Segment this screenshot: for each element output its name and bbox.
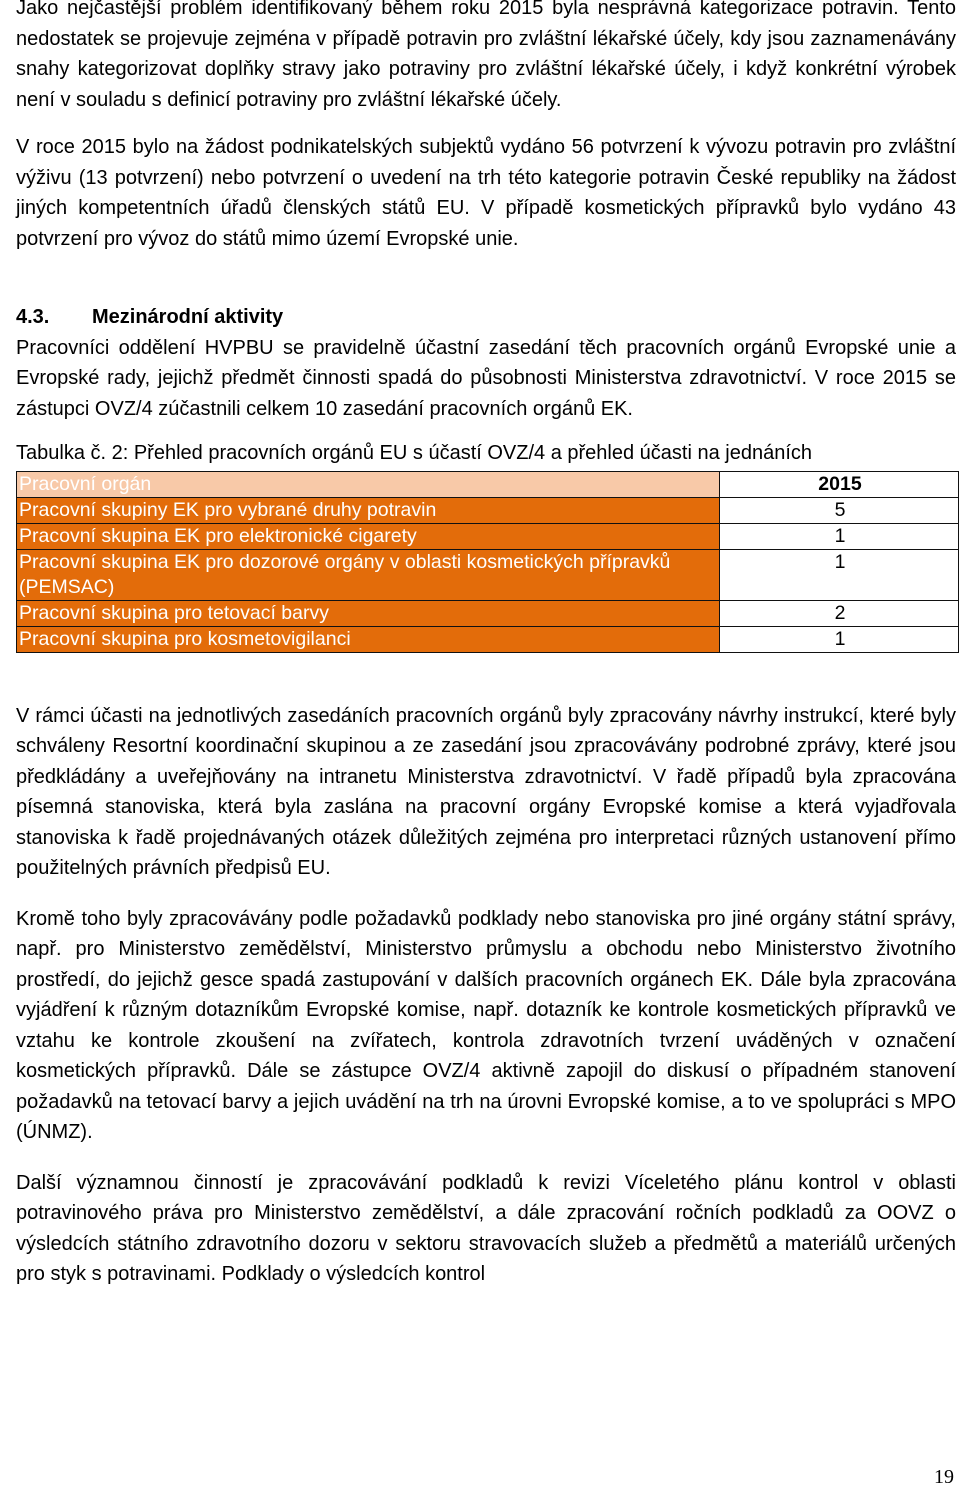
row-value: 1 bbox=[720, 523, 959, 549]
table-row bbox=[17, 549, 959, 600]
row-value: 2 bbox=[720, 600, 959, 626]
section-heading bbox=[16, 302, 956, 333]
table-row bbox=[17, 497, 959, 523]
paragraph-other-agencies: Kromě toho byly zpracovávány podle požadavků podklady nebo stanoviska pro jiné orgány státní správy, např. pro Ministerstvo zemědělství, Ministerstvo průmyslu a obchodu nebo Ministerstvo životního prostředí, do jejichž gesce spadá zastupování v dalších pracovních orgánech EK. Dále byla zpracována vyjádření k různým dotazníkům Evropské komise, např. dotazník ke kontrole kosmetických přípravků ve vztahu ke kontrole zkoušení na zvířatech, kontrola zdravotních tvrzení uváděných v označení kosmetických přípravků. Dále se zástupce OVZ/4 aktivně zapojil do diskusí o případném stanovení požadavků na tetovací barvy a jejich uvádění na trh na úrovni Evropské komise, a to ve spolupráci s MPO (ÚNMZ). bbox=[16, 907, 956, 1143]
row-value: 1 bbox=[720, 549, 959, 600]
table-row bbox=[17, 626, 959, 652]
paragraph-categorization: Jako nejčastější problém identifikovaný během roku 2015 byla nesprávná kategorizace potravin. Tento nedostatek se projevuje zejména v případě potravin pro zvláštní lékařské účely, kdy jsou zaznamenávány snahy kategorizovat doplňky stravy jako potraviny pro zvláštní lékařské účely, i když konkrétní výrobek není v souladu s definicí potraviny pro zvláštní lékařské účely. bbox=[16, 0, 956, 111]
header-label: Pracovní orgán bbox=[17, 471, 720, 497]
section-title: Mezinárodní aktivity bbox=[92, 306, 284, 328]
paragraph-control-plan: Další významnou činností je zpracovávání podkladů k revizi Víceletého plánu kontrol v oblasti potravinového práva pro Ministerstvo zemědělství, a dále zpracování ročních podkladů za OOVZ o výsledcích státního zdravotního dozoru v sektoru stravovacích služeb a předmětů a materiálů určených pro styk s potravinami. Podklady o výsledcích kontrol bbox=[16, 1171, 956, 1285]
row-label: Pracovní skupina pro tetovací barvy bbox=[17, 600, 720, 626]
table-row bbox=[17, 523, 959, 549]
row-value: 1 bbox=[720, 626, 959, 652]
header-year: 2015 bbox=[720, 471, 959, 497]
paragraph-instructions: V rámci účasti na jednotlivých zasedáních pracovních orgánů byly zpracovány návrhy instrukcí, které byly schváleny Resortní koordinační skupinou a ze zasedání jsou zpracovávány podrobné zprávy, které jsou předkládány a uveřejňovány na intranetu Ministerstva zdravotnictví. V řadě případů byla zpracována písemná stanoviska, která byla zaslána na pracovní orgány Evropské komise a která vyjadřovala stanoviska k řadě projednávaných otázek důležitých zejména pro interpretaci různých ustanovení přímo použitelných právních předpisů EU. bbox=[16, 704, 956, 879]
row-label: Pracovní skupiny EK pro vybrané druhy potravin bbox=[17, 497, 720, 523]
row-label: Pracovní skupina pro kosmetovigilanci bbox=[17, 626, 720, 652]
row-label: Pracovní skupina EK pro elektronické cigarety bbox=[17, 523, 720, 549]
paragraph-international-intro: Pracovníci oddělení HVPBU se pravidelně účastní zasedání těch pracovních orgánů Evropské unie a Evropské rady, jejichž předmět činnosti spadá do působnosti Ministerstva zdravotnictví. V roce 2015 se zástupci OVZ/4 zúčastnili celkem 10 zasedání pracovních orgánů EK. bbox=[16, 336, 956, 420]
table-caption: Tabulka č. 2: Přehled pracovních orgánů EU s účastí OVZ/4 a přehled účasti na jednáních bbox=[16, 442, 813, 464]
paragraph-export-certificates: V roce 2015 bylo na žádost podnikatelských subjektů vydáno 56 potvrzení k vývozu potravin pro zvláštní výživu (13 potvrzení) nebo potvrzení o uvedení na trh této kategorie potravin České republiky na žádost jiných kompetentních úřadů členských států EU. V případě kosmetických přípravků bylo vydáno 43 potvrzení pro vývoz do států mimo území Evropské unie. bbox=[16, 136, 956, 250]
table-row bbox=[17, 600, 959, 626]
working-groups-table bbox=[16, 471, 959, 653]
document-page bbox=[16, 0, 956, 1290]
section-number: 4.3. bbox=[16, 306, 50, 328]
table-header-row bbox=[17, 471, 959, 497]
row-label: Pracovní skupina EK pro dozorové orgány v oblasti kosmetických přípravků (PEMSAC) bbox=[17, 549, 720, 600]
page-number: 19 bbox=[934, 1466, 954, 1488]
row-value: 5 bbox=[720, 497, 959, 523]
